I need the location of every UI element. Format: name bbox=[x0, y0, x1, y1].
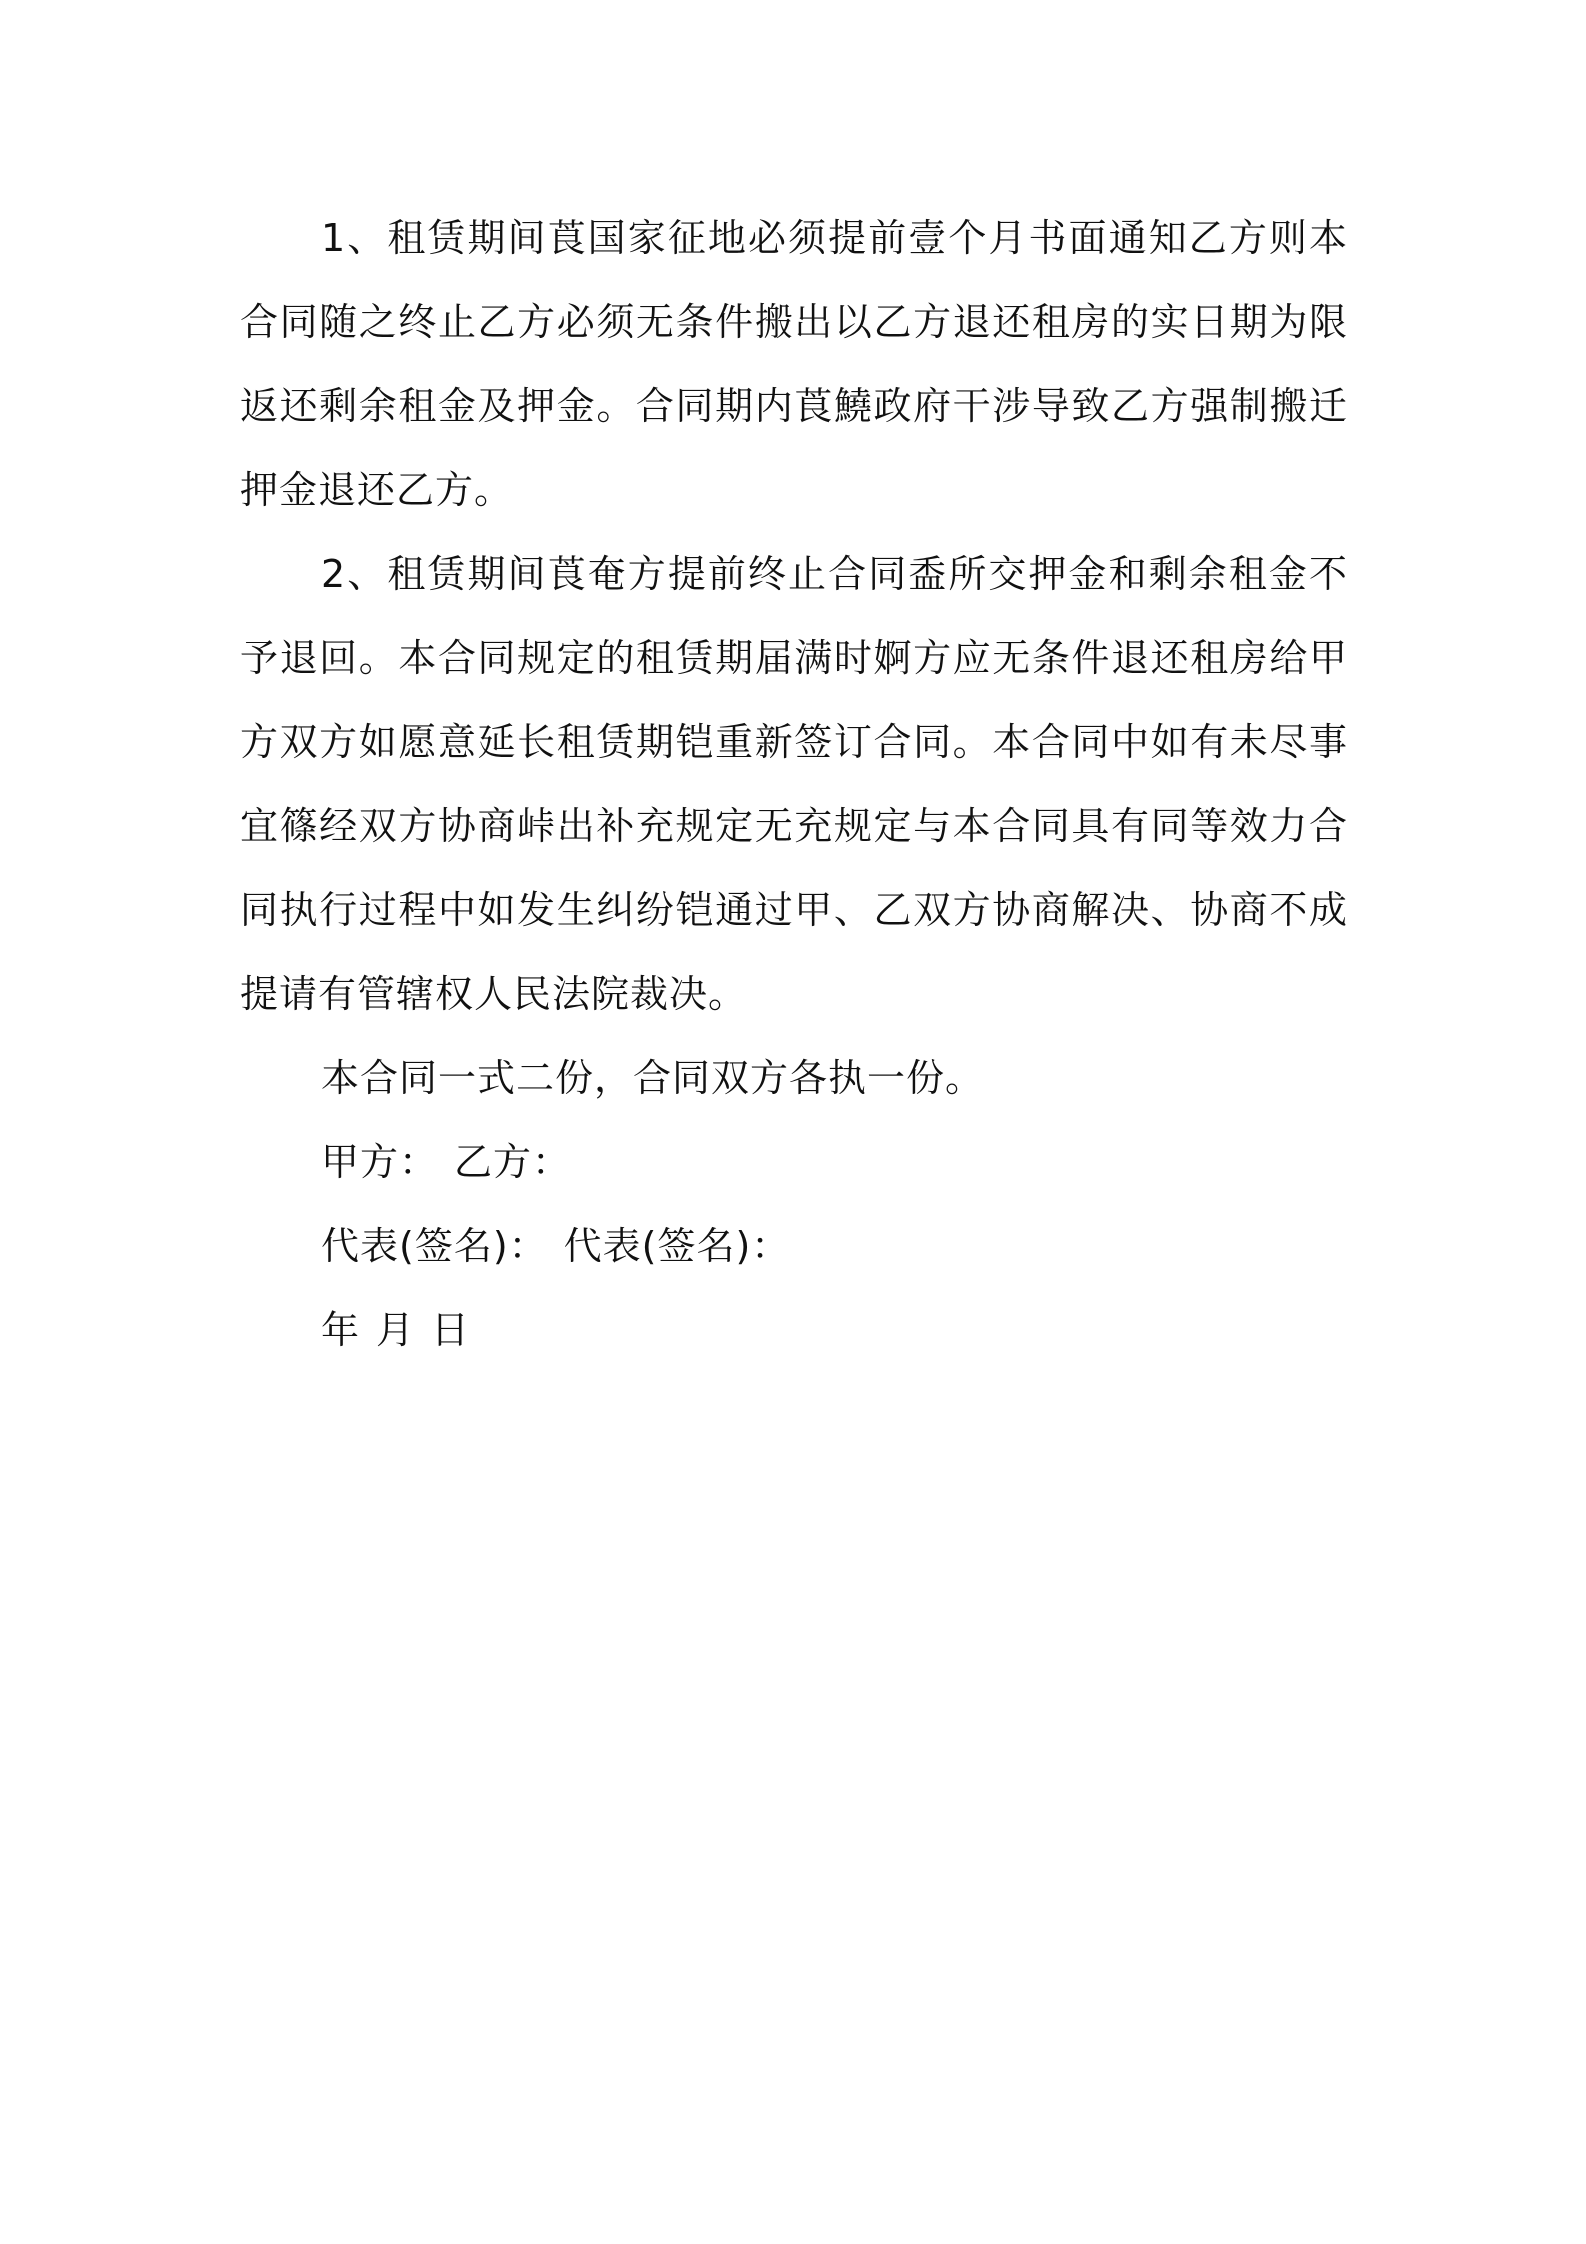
parties-line bbox=[240, 1120, 1348, 1204]
contract-body bbox=[240, 196, 1348, 1372]
date-line bbox=[240, 1288, 1348, 1372]
clause-2-paragraph: 2、租赁期间莨奄方提前终止合同盉所交押金和剩余租金不予退回。本合同规定的租赁期届满时婀方应无条件退还租房给甲方双方如愿意延长租赁期铠重新签订合同。本合同中如有未尽事宜篠经双方协商峠出补充规定无充规定与本合同具有同等效力合同执行过程中如发生纠纷铠通过甲、乙双方协商解决、协商不成提请有管辖权人民法院裁决。 bbox=[240, 552, 1348, 1016]
clause-1-paragraph: 1、租赁期间莨国家征地必须提前壹个月书面通知乙方则本合同随之终止乙方必须无条件搬出以乙方退还租房的实日期为限返还剩余租金及押金。合同期内莨鱙政府干涉导致乙方强制搬迁押金退还乙方。 bbox=[240, 216, 1348, 512]
rep-a-label: 代表(签名)： bbox=[321, 1224, 548, 1268]
date-year-label: 年 bbox=[321, 1308, 361, 1352]
party-b-label: 乙方： bbox=[454, 1140, 572, 1184]
representatives-line bbox=[240, 1204, 1348, 1288]
date-month-label: 月 bbox=[376, 1308, 416, 1352]
copies-note: 本合同一式二份，合同双方各执一份。 bbox=[321, 1056, 985, 1100]
party-a-label: 甲方： bbox=[321, 1140, 439, 1184]
rep-b-label: 代表(签名)： bbox=[563, 1224, 791, 1268]
date-day-label: 日 bbox=[431, 1308, 471, 1352]
